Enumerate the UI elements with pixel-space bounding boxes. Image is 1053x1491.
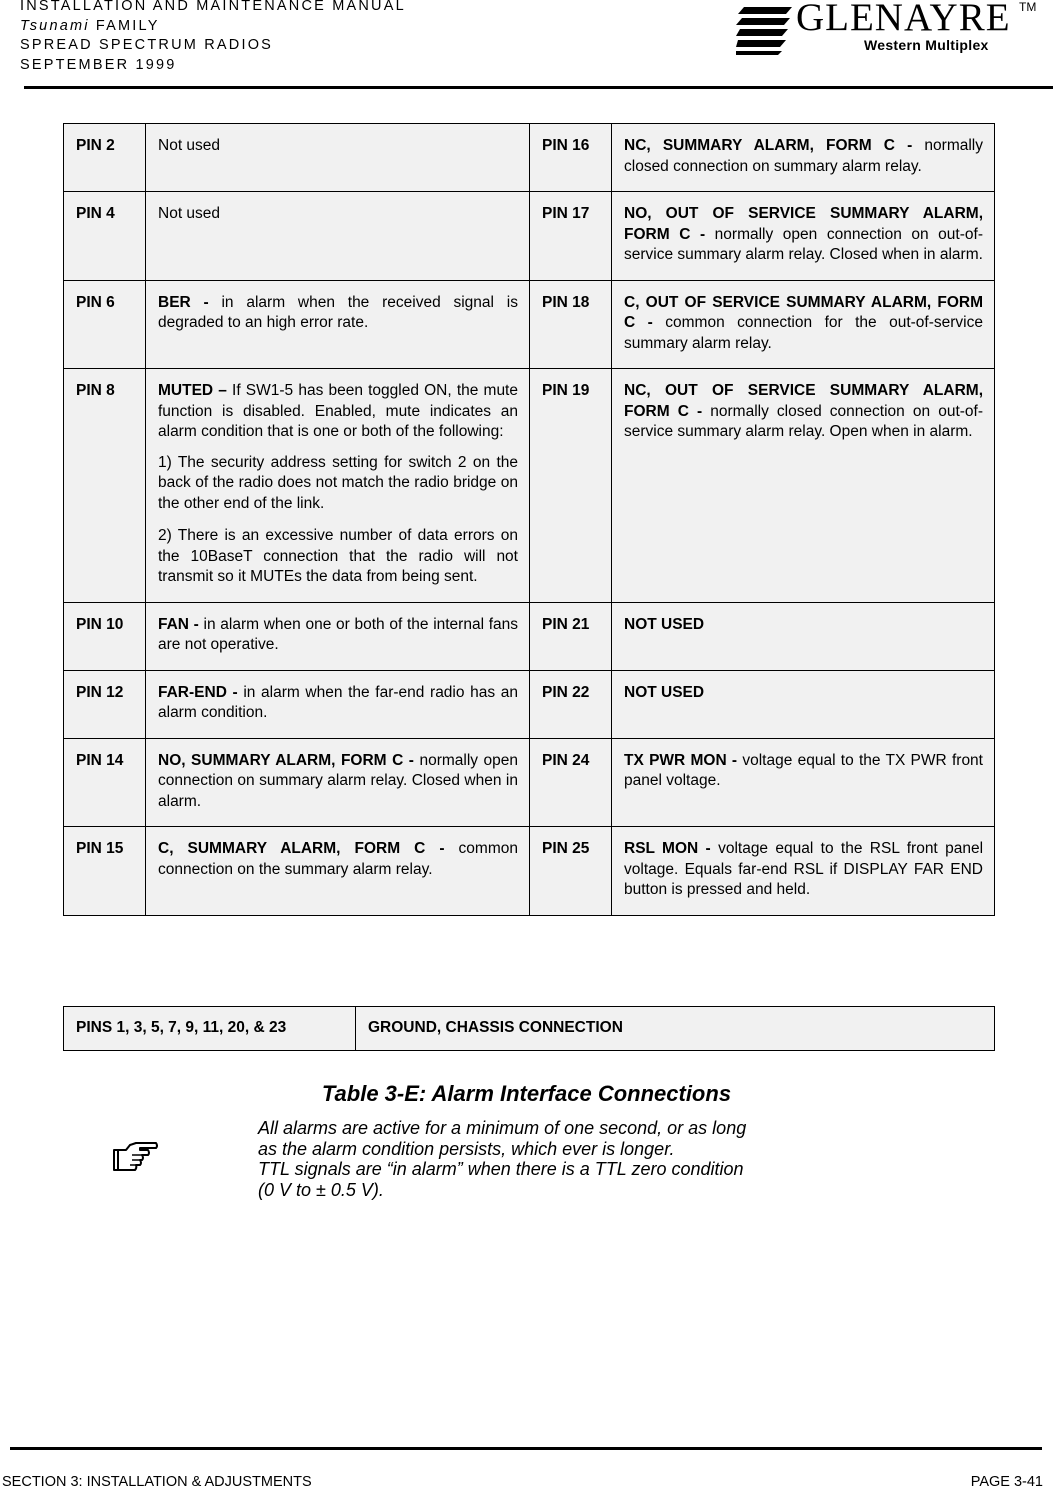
footer-rule (10, 1447, 1042, 1450)
pin-number: PIN 21 (530, 602, 612, 670)
signal-name: NC, OUT OF SERVICE SUMMARY ALARM, FORM C - (624, 382, 983, 420)
pin-description (612, 192, 995, 281)
document-header (20, 0, 406, 75)
signal-description: normally open connection on out-of-service summary alarm relay. Closed when in alarm. (624, 225, 983, 263)
description-paragraph (624, 381, 983, 443)
pin-description (612, 602, 995, 670)
header-rule (24, 86, 1053, 89)
logo-name: GLENAYRE (796, 0, 1011, 39)
signal-description: Not used (158, 205, 221, 222)
note-line: TTL signals are “in alarm” when there is a TTL zero condition (258, 1159, 744, 1179)
table-row (64, 124, 995, 192)
pin-number: PIN 16 (530, 124, 612, 192)
table-row (64, 738, 995, 827)
note-line: as the alarm condition persists, which ever is longer. (258, 1138, 675, 1159)
signal-name: NOT USED (624, 615, 705, 633)
signal-name: TX PWR MON - (624, 751, 738, 769)
pin-description (612, 670, 995, 738)
description-paragraph (624, 839, 983, 901)
pin-number: PIN 12 (64, 670, 146, 738)
product-family: Tsunami FAMILY (20, 17, 160, 34)
signal-description: 2) There is an excessive number of data errors on the 10BaseT connection that the radio will not transmit so it MUTEs the data from being sent. (158, 527, 518, 585)
note-line: All alarms are active for a minimum of one second, or as long (258, 1118, 747, 1138)
pin-number: PIN 24 (530, 738, 612, 827)
table-row (64, 670, 995, 738)
pin-number: PIN 15 (64, 827, 146, 916)
signal-name: C, OUT OF SERVICE SUMMARY ALARM, FORM C - (624, 293, 983, 331)
pin-description (146, 602, 530, 670)
description-paragraph (158, 526, 518, 588)
pin-description (146, 192, 530, 281)
ground-description: GROUND, CHASSIS CONNECTION (356, 1007, 995, 1051)
description-paragraph (158, 615, 518, 656)
manual-title: INSTALLATION AND MAINTENANCE MANUAL (20, 0, 406, 14)
ground-pins: PINS 1, 3, 5, 7, 9, 11, 20, & 23 (64, 1007, 356, 1051)
pin-description (146, 827, 530, 916)
pin-description (612, 124, 995, 192)
pin-description (612, 280, 995, 369)
signal-name: BER - (158, 293, 209, 311)
pin-description (146, 369, 530, 603)
pin-description (612, 827, 995, 916)
note-line: (0 V to ± 0.5 V). (258, 1179, 384, 1200)
description-paragraph (158, 683, 518, 724)
pin-number: PIN 25 (530, 827, 612, 916)
table-caption: Table 3-E: Alarm Interface Connections (321, 1081, 732, 1106)
table-row (64, 827, 995, 916)
signal-name: NOT USED (624, 683, 705, 701)
signal-description: 1) The security address setting for switch 2 on the back of the radio does not match the radio bridge on the other end of the link. (158, 453, 518, 512)
signal-description: common connection for the out-of-service summary alarm relay. (624, 314, 983, 352)
logo-stripes-icon (736, 3, 794, 55)
pin-number: PIN 14 (64, 738, 146, 827)
signal-name: NC, SUMMARY ALARM, FORM C - (624, 137, 913, 154)
description-paragraph (158, 751, 518, 813)
signal-description: in alarm when the received signal is degraded to an high error rate. (158, 293, 518, 331)
company-logo (736, 0, 1048, 60)
description-paragraph (624, 136, 983, 177)
table-row (64, 192, 995, 281)
footer-page-number: PAGE 3-41 (970, 1474, 1043, 1490)
signal-name: C, SUMMARY ALARM, FORM C - (158, 840, 445, 857)
signal-description: normally closed connection on summary alarm relay. (624, 137, 983, 175)
signal-description: normally open connection on summary alarm relay. Closed when in alarm. (158, 751, 518, 810)
logo-trademark: TM (1019, 0, 1037, 14)
pin-number: PIN 19 (530, 369, 612, 603)
alarm-pin-table (63, 123, 995, 916)
ground-row-table (63, 1006, 995, 1051)
description-paragraph (624, 683, 983, 704)
pin-number: PIN 22 (530, 670, 612, 738)
description-paragraph (158, 293, 518, 334)
pointing-hand-icon (112, 1140, 158, 1177)
signal-name: NO, OUT OF SERVICE SUMMARY ALARM, FORM C - (624, 205, 983, 243)
pin-number: PIN 2 (64, 124, 146, 192)
signal-description: normally closed connection on out-of-service summary alarm relay. Open when in alarm. (624, 402, 983, 440)
table-row (64, 602, 995, 670)
table-row (64, 280, 995, 369)
description-paragraph (158, 381, 518, 443)
signal-name: NO, SUMMARY ALARM, FORM C - (158, 751, 414, 769)
signal-name: MUTED – (158, 382, 227, 399)
signal-description: in alarm when the far-end radio has an alarm condition. (158, 683, 518, 721)
pin-description (146, 670, 530, 738)
description-paragraph (624, 293, 983, 355)
pin-description (146, 738, 530, 827)
description-paragraph (624, 615, 983, 636)
signal-name: FAR-END - (158, 683, 238, 701)
signal-name: RSL MON - (624, 840, 711, 857)
footer-section: SECTION 3: INSTALLATION & ADJUSTMENTS (2, 1474, 312, 1490)
pin-number: PIN 18 (530, 280, 612, 369)
pin-number: PIN 10 (64, 602, 146, 670)
signal-name: FAN - (158, 615, 199, 633)
product-type: SPREAD SPECTRUM RADIOS (20, 37, 274, 53)
pin-number: PIN 8 (64, 369, 146, 603)
pin-number: PIN 4 (64, 192, 146, 281)
note-text (258, 1118, 838, 1200)
signal-description: common connection on the summary alarm relay. (158, 840, 518, 878)
description-paragraph (158, 453, 518, 515)
description-paragraph (158, 839, 518, 880)
description-paragraph (624, 751, 983, 792)
pin-description (146, 124, 530, 192)
table-row (64, 1007, 995, 1051)
description-paragraph (158, 136, 518, 157)
pin-description (612, 369, 995, 603)
publication-date: SEPTEMBER 1999 (20, 56, 177, 73)
signal-description: in alarm when one or both of the internal fans are not operative. (158, 615, 519, 653)
logo-subtitle: Western Multiplex (864, 37, 989, 53)
pin-description (146, 280, 530, 369)
pin-description (612, 738, 995, 827)
table-row (64, 369, 995, 603)
signal-description: Not used (158, 137, 221, 154)
signal-description: If SW1-5 has been toggled ON, the mute function is disabled. Enabled, mute indicates an alarm condition that is one or both of the following: (158, 382, 518, 440)
signal-description: voltage equal to the TX PWR front panel voltage. (624, 751, 983, 789)
pin-number: PIN 6 (64, 280, 146, 369)
signal-description: voltage equal to the RSL front panel voltage. Equals far-end RSL if DISPLAY FAR END button is pressed and held. (624, 840, 984, 898)
pin-number: PIN 17 (530, 192, 612, 281)
description-paragraph (158, 204, 518, 225)
description-paragraph (624, 204, 983, 266)
